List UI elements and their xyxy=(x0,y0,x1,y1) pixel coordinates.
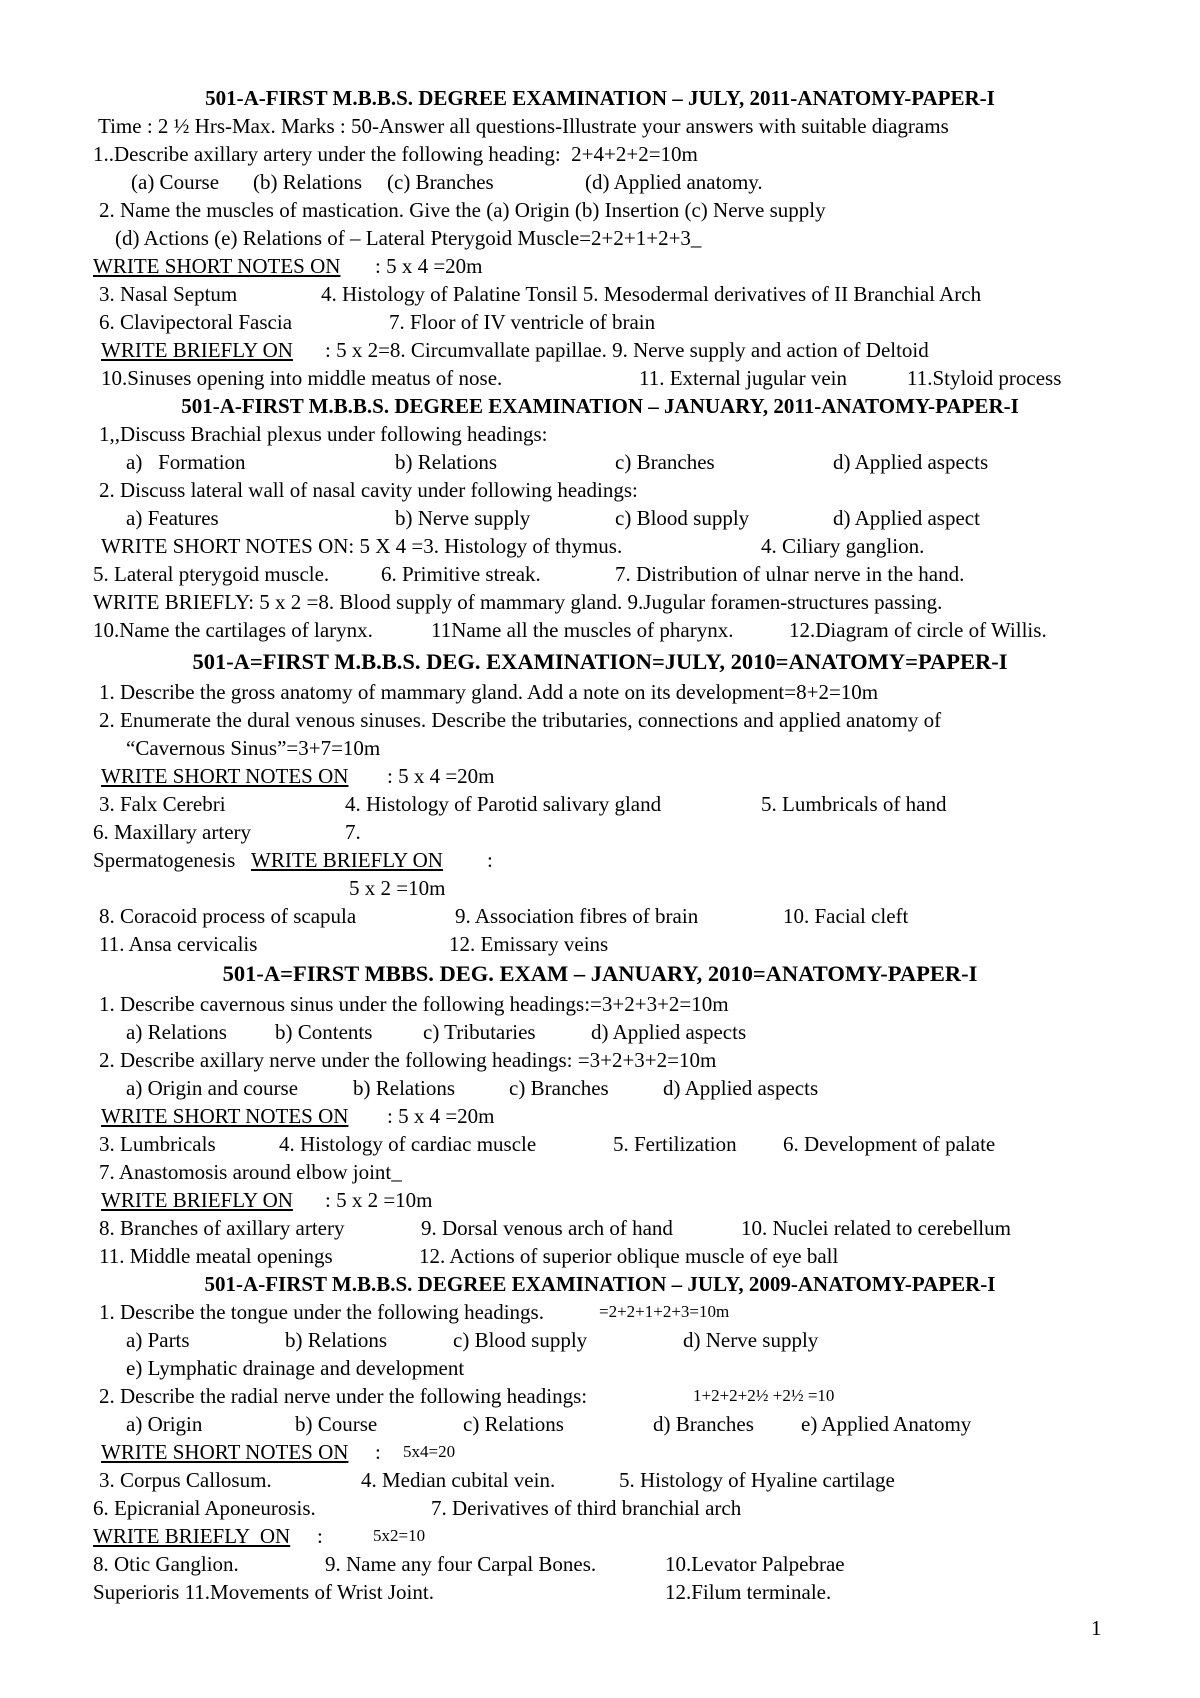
short-note-item: 6. Clavipectoral Fascia xyxy=(99,310,293,334)
heading-item: c) Relations xyxy=(463,1412,564,1436)
heading-item: d) Branches xyxy=(653,1412,754,1436)
short-note-item: 4. Histology of Palatine Tonsil 5. Mesodermal derivatives of II Branchial Arch xyxy=(321,282,982,306)
heading-item: a) Formation xyxy=(126,450,246,474)
short-note-item: 5. Lateral pterygoid muscle. xyxy=(93,562,330,586)
short-notes-heading: WRITE SHORT NOTES ON xyxy=(101,764,349,788)
short-note-item: 6. Maxillary artery xyxy=(93,820,252,844)
heading-item: c) Blood supply xyxy=(453,1328,588,1352)
heading-item: c) Branches xyxy=(509,1076,609,1100)
heading-item: (c) Branches xyxy=(387,170,494,194)
brief-heading: WRITE BRIEFLY ON xyxy=(101,338,293,362)
brief-marks: : 5 x 2 =10m xyxy=(325,1188,433,1212)
brief-colon: : xyxy=(487,848,493,872)
heading-item: d) Applied aspect xyxy=(833,506,980,530)
brief-item: 12. Emissary veins xyxy=(449,932,609,956)
short-notes-heading: WRITE SHORT NOTES ON xyxy=(101,1104,349,1128)
short-notes-marks: 5x4=20 xyxy=(403,1442,456,1461)
brief-item: 10. Facial cleft xyxy=(783,904,909,928)
section-title: 501-A=FIRST MBBS. DEG. EXAM – JANUARY, 2010=ANATOMY-PAPER-I xyxy=(222,961,978,986)
brief-marks: 5 x 2 =10m xyxy=(349,876,446,900)
heading-item: c) Blood supply xyxy=(615,506,750,530)
short-notes-line: WRITE SHORT NOTES ON: 5 X 4 =3. Histology of thymus. xyxy=(101,534,623,558)
short-notes-heading: WRITE SHORT NOTES ON xyxy=(93,254,341,278)
heading-item: d) Applied aspects xyxy=(591,1020,747,1044)
section-title: 501-A-FIRST M.B.B.S. DEGREE EXAMINATION – JULY, 2011-ANATOMY-PAPER-I xyxy=(205,86,995,110)
heading-item: d) Applied aspects xyxy=(663,1076,819,1100)
question-2: 2. Name the muscles of mastication. Give the (a) Origin (b) Insertion (c) Nerve supply xyxy=(99,198,826,222)
brief-item: 9. Name any four Carpal Bones. xyxy=(325,1552,597,1576)
short-notes-marks: : 5 x 4 =20m xyxy=(387,1104,495,1128)
brief-marks: 5x2=10 xyxy=(373,1526,426,1545)
short-notes-colon: : xyxy=(375,1440,381,1464)
brief-heading: WRITE BRIEFLY ON xyxy=(93,1524,291,1548)
heading-item: b) Relations xyxy=(353,1076,456,1100)
heading-item: (a) Course xyxy=(131,170,220,194)
question-1: 1. Describe cavernous sinus under the following headings:=3+2+3+2=10m xyxy=(99,992,729,1016)
heading-item: c) Branches xyxy=(615,450,715,474)
brief-colon: : xyxy=(317,1524,323,1548)
brief-item: 11. External jugular vein xyxy=(639,366,847,390)
brief-item: 10.Name the cartilages of larynx. xyxy=(93,618,373,642)
question-2-continued: “Cavernous Sinus”=3+7=10m xyxy=(126,736,381,760)
short-note-item: 3. Lumbricals xyxy=(99,1132,216,1156)
brief-heading: WRITE BRIEFLY ON xyxy=(101,1188,293,1212)
question-2: 2. Describe the radial nerve under the following headings: xyxy=(99,1384,588,1408)
heading-item: d) Nerve supply xyxy=(683,1328,819,1352)
short-note-item: 7. Floor of IV ventricle of brain xyxy=(389,310,656,334)
short-note-item: 7. Anastomosis around elbow joint_ xyxy=(99,1160,402,1184)
brief-line: WRITE BRIEFLY: 5 x 2 =8. Blood supply of mammary gland. 9.Jugular foramen-structures passing. xyxy=(93,590,943,614)
section-title: 501-A-FIRST M.B.B.S. DEGREE EXAMINATION – JANUARY, 2011-ANATOMY-PAPER-I xyxy=(181,394,1019,418)
question-2: 2. Describe axillary nerve under the following headings: =3+2+3+2=10m xyxy=(99,1048,717,1072)
brief-item: 9. Association fibres of brain xyxy=(455,904,699,928)
short-note-item: 4. Histology of Parotid salivary gland xyxy=(345,792,662,816)
exam-instructions: Time : 2 ½ Hrs-Max. Marks : 50-Answer all questions-Illustrate your answers with suitable diagrams xyxy=(98,114,949,138)
brief-item: 11.Styloid process xyxy=(907,366,1062,390)
brief-item: 8. Coracoid process of scapula xyxy=(99,904,357,928)
heading-item: a) Parts xyxy=(126,1328,190,1352)
short-note-item: 7. xyxy=(345,820,361,844)
short-note-item: 5. Lumbricals of hand xyxy=(761,792,947,816)
brief-item: 10.Sinuses opening into middle meatus of nose. xyxy=(101,366,503,390)
brief-item: 8. Otic Ganglion. xyxy=(93,1552,239,1576)
short-notes-heading: WRITE SHORT NOTES ON xyxy=(101,1440,349,1464)
short-note-item: 6. Epicranial Aponeurosis. xyxy=(93,1496,316,1520)
heading-item: e) Applied Anatomy xyxy=(801,1412,972,1436)
short-note-item: Spermatogenesis xyxy=(93,848,236,872)
heading-item: b) Relations xyxy=(395,450,498,474)
heading-item: a) Origin and course xyxy=(126,1076,299,1100)
question-1: 1. Describe the tongue under the following headings. xyxy=(99,1300,544,1324)
heading-item: b) Contents xyxy=(275,1020,373,1044)
short-note-item: 3. Corpus Callosum. xyxy=(99,1468,272,1492)
section-title: 501-A-FIRST M.B.B.S. DEGREE EXAMINATION – JULY, 2009-ANATOMY-PAPER-I xyxy=(204,1272,996,1296)
question-2-continued: (d) Actions (e) Relations of – Lateral Pterygoid Muscle=2+2+1+2+3_ xyxy=(115,226,702,250)
heading-item: a) Relations xyxy=(126,1020,227,1044)
heading-item: a) Origin xyxy=(126,1412,203,1436)
question-2-marks: 1+2+2+2½ +2½ =10 xyxy=(693,1386,835,1405)
heading-item: b) Relations xyxy=(285,1328,388,1352)
question-1: 1..Describe axillary artery under the following heading: 2+4+2+2=10m xyxy=(93,142,698,166)
heading-item: e) Lymphatic drainage and development xyxy=(126,1356,465,1380)
heading-item: (d) Applied anatomy. xyxy=(585,170,763,194)
short-note-item: 5. Fertilization xyxy=(613,1132,737,1156)
short-note-item: 5. Histology of Hyaline cartilage xyxy=(619,1468,895,1492)
heading-item: c) Tributaries xyxy=(423,1020,536,1044)
brief-item: 12. Actions of superior oblique muscle of eye ball xyxy=(419,1244,839,1268)
brief-item: 12.Filum terminale. xyxy=(665,1580,832,1604)
brief-item: 8. Branches of axillary artery xyxy=(99,1216,345,1240)
page-number: 1 xyxy=(1091,1616,1102,1640)
heading-item: (b) Relations xyxy=(253,170,363,194)
brief-item: 10. Nuclei related to cerebellum xyxy=(741,1216,1011,1240)
question-1: 1. Describe the gross anatomy of mammary gland. Add a note on its development=8+2=10m xyxy=(99,680,879,704)
short-note-item: 3. Falx Cerebri xyxy=(99,792,226,816)
heading-item: d) Applied aspects xyxy=(833,450,989,474)
question-1: 1,,Discuss Brachial plexus under following headings: xyxy=(99,422,548,446)
brief-item: 12.Diagram of circle of Willis. xyxy=(789,618,1047,642)
short-note-item: 4. Ciliary ganglion. xyxy=(761,534,925,558)
short-note-item: 7. Distribution of ulnar nerve in the hand. xyxy=(615,562,965,586)
heading-item: b) Nerve supply xyxy=(395,506,531,530)
short-note-item: 6. Primitive streak. xyxy=(381,562,541,586)
brief-heading: WRITE BRIEFLY ON xyxy=(251,848,443,872)
brief-item: 11. Middle meatal openings xyxy=(99,1244,333,1268)
brief-item: 11. Ansa cervicalis xyxy=(99,932,258,956)
heading-item: b) Course xyxy=(295,1412,378,1436)
heading-item: a) Features xyxy=(126,506,219,530)
short-note-item: 4. Median cubital vein. xyxy=(361,1468,556,1492)
short-note-item: 3. Nasal Septum xyxy=(99,282,238,306)
short-notes-marks: : 5 x 4 =20m xyxy=(387,764,495,788)
brief-item: Superioris 11.Movements of Wrist Joint. xyxy=(93,1580,434,1604)
short-notes-marks: : 5 x 4 =20m xyxy=(375,254,483,278)
short-note-item: 7. Derivatives of third branchial arch xyxy=(431,1496,742,1520)
brief-item: 10.Levator Palpebrae xyxy=(665,1552,845,1576)
brief-item: 11Name all the muscles of pharynx. xyxy=(431,618,734,642)
short-note-item: 6. Development of palate xyxy=(783,1132,996,1156)
question-2: 2. Discuss lateral wall of nasal cavity under following headings: xyxy=(99,478,638,502)
brief-item: 9. Dorsal venous arch of hand xyxy=(421,1216,673,1240)
question-2: 2. Enumerate the dural venous sinuses. Describe the tributaries, connections and applied anatomy of xyxy=(99,708,942,732)
question-1-marks: =2+2+1+2+3=10m xyxy=(599,1302,730,1321)
section-title: 501-A=FIRST M.B.B.S. DEG. EXAMINATION=JULY, 2010=ANATOMY=PAPER-I xyxy=(192,649,1008,674)
brief-line: : 5 x 2=8. Circumvallate papillae. 9. Nerve supply and action of Deltoid xyxy=(325,338,929,362)
short-note-item: 4. Histology of cardiac muscle xyxy=(279,1132,537,1156)
